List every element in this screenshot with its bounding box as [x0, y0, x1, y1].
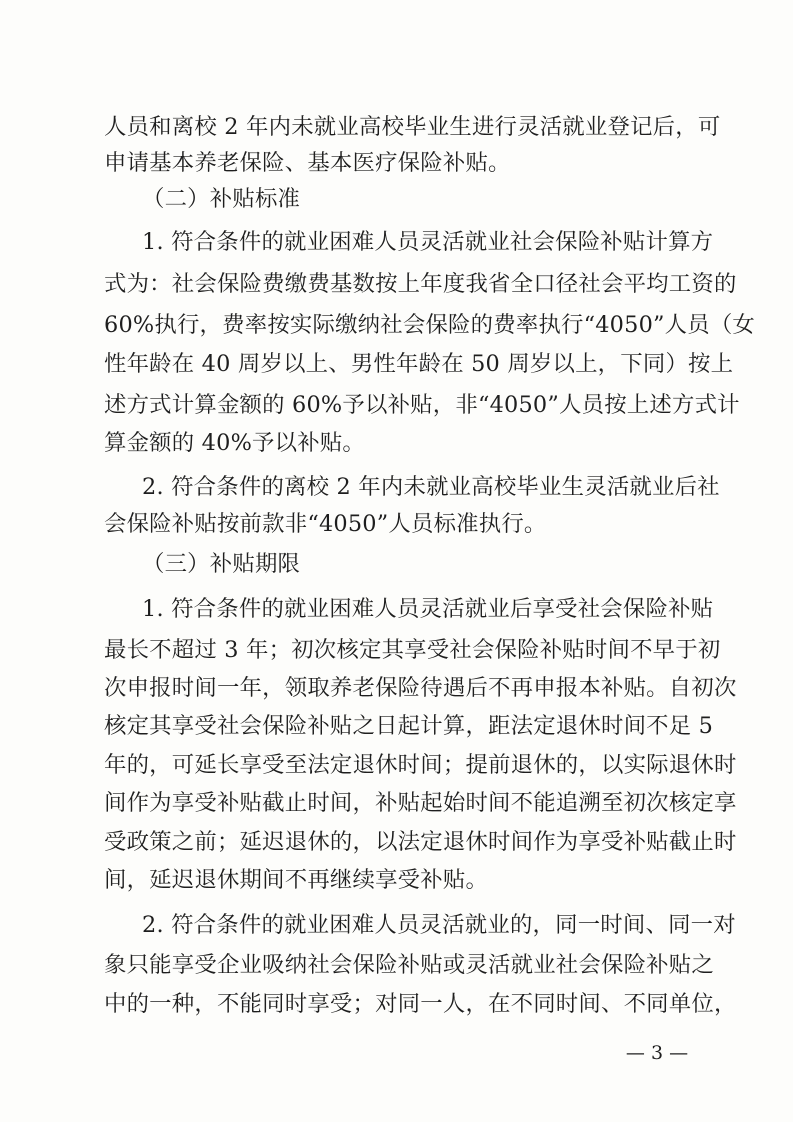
body-text-line: 2. 符合条件的离校 2 年内未就业高校毕业生灵活就业后社	[142, 474, 720, 500]
section-heading: （二）补贴标准	[142, 186, 301, 212]
page-number: — 3 —	[625, 1042, 689, 1064]
body-text-line: 次申报时间一年，领取养老保险待遇后不再申报本补贴。自初次	[104, 675, 737, 701]
body-text-line: 述方式计算金额的 60%予以补贴，非“4050”人员按上述方式计	[104, 392, 740, 418]
body-text-line: 受政策之前；延迟退休的，以法定退休时间作为享受补贴截止时	[104, 829, 737, 855]
body-text-line: 中的一种，不能同时享受；对同一人，在不同时间、不同单位，	[104, 991, 737, 1017]
body-text-line: 式为：社会保险费缴费基数按上年度我省全口径社会平均工资的	[104, 271, 737, 297]
body-text-line: 2. 符合条件的就业困难人员灵活就业的，同一时间、同一对	[142, 912, 736, 938]
body-text-line: 60%执行，费率按实际缴纳社会保险的费率执行“4050”人员（女	[104, 312, 756, 338]
body-text-line: 申请基本养老保险、基本医疗保险补贴。	[104, 150, 511, 176]
body-text-line: 年的，可延长享受至法定退休时间；提前退休的，以实际退休时	[104, 752, 737, 778]
body-text-line: 核定其享受社会保险补贴之日起计算，距法定退休时间不足 5	[104, 713, 714, 739]
body-text-line: 算金额的 40%予以补贴。	[104, 430, 365, 456]
body-text-line: 性年龄在 40 周岁以上、男性年龄在 50 周岁以上，下同）按上	[104, 351, 734, 377]
body-text-line: 1. 符合条件的就业困难人员灵活就业后享受社会保险补贴	[142, 596, 714, 622]
body-text-line: 间作为享受补贴截止时间，补贴起始时间不能追溯至初次核定享	[104, 790, 737, 816]
body-text-line: 会保险补贴按前款非“4050”人员标准执行。	[104, 511, 547, 537]
body-text-line: 人员和离校 2 年内未就业高校毕业生进行灵活就业登记后，可	[104, 114, 721, 140]
body-text-line: 象只能享受企业吸纳社会保险补贴或灵活就业社会保险补贴之	[104, 952, 714, 978]
body-text-line: 1. 符合条件的就业困难人员灵活就业社会保险补贴计算方	[142, 229, 714, 255]
section-heading: （三）补贴期限	[142, 551, 301, 577]
body-text-line: 间，延迟退休期间不再继续享受补贴。	[104, 867, 489, 893]
body-text-line: 最长不超过 3 年；初次核定其享受社会保险补贴时间不早于初	[104, 637, 721, 663]
